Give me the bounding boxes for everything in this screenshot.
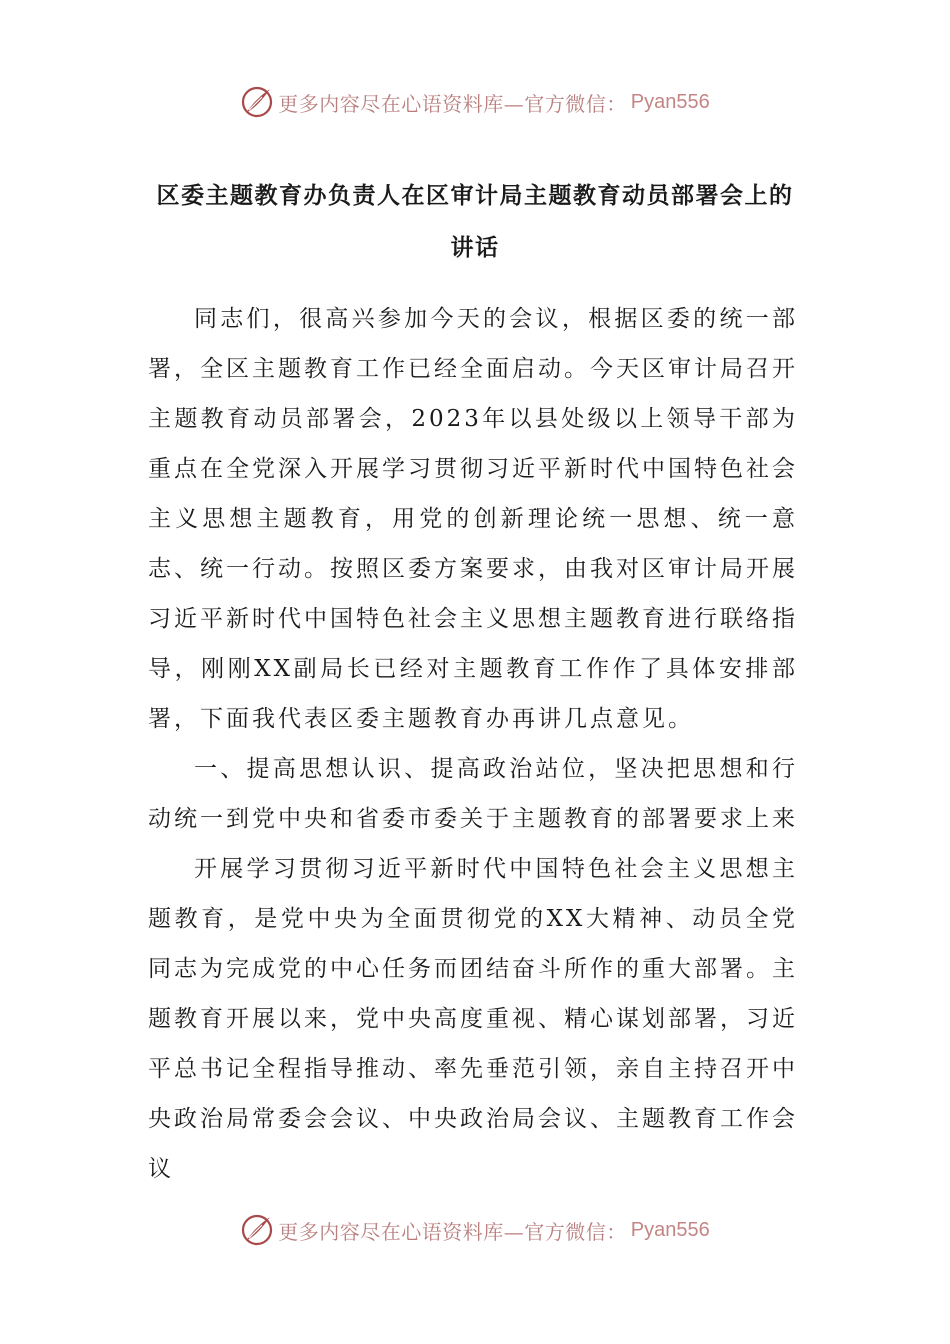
document-title: 区委主题教育办负责人在区审计局主题教育动员部署会上的讲话 (156, 183, 794, 261)
quill-logo-icon (240, 85, 274, 119)
document-body (148, 294, 798, 1194)
quill-logo-icon (240, 1213, 274, 1247)
watermark-text: 更多内容尽在心语资料库—官方微信： (278, 1219, 627, 1244)
watermark-header (0, 80, 950, 124)
section-heading-1: 一、提高思想认识、提高政治站位，坚决把思想和行动统一到党中央和省委市委关于主题教育的部署要求上来 (148, 756, 798, 832)
paragraph-intro: 同志们，很高兴参加今天的会议，根据区委的统一部署，全区主题教育工作已经全面启动。今天区审计局召开主题教育动员部署会，2023年以县处级以上领导干部为重点在全党深入开展学习贯彻习近平新时代中国特色社会主义思想主题教育，用党的创新理论统一思想、统一意志、统一行动。按照区委方案要求，由我对区审计局开展习近平新时代中国特色社会主义思想主题教育进行联络指导，刚刚XX副局长已经对主题教育工作作了具体安排部署，下面我代表区委主题教育办再讲几点意见。 (148, 306, 798, 732)
watermark-handle: Pyan556 (630, 90, 710, 113)
watermark-text: 更多内容尽在心语资料库—官方微信： (278, 91, 627, 116)
watermark-footer (0, 1208, 950, 1252)
watermark-handle: Pyan556 (630, 1218, 710, 1241)
paragraph-section-1: 开展学习贯彻习近平新时代中国特色社会主义思想主题教育，是党中央为全面贯彻党的XX大精神、动员全党同志为完成党的中心任务而团结奋斗所作的重大部署。主题教育开展以来，党中央高度重视、精心谋划部署，习近平总书记全程指导推动、率先垂范引领，亲自主持召开中央政治局常委会会议、中央政治局会议、主题教育工作会议 (148, 856, 798, 1182)
